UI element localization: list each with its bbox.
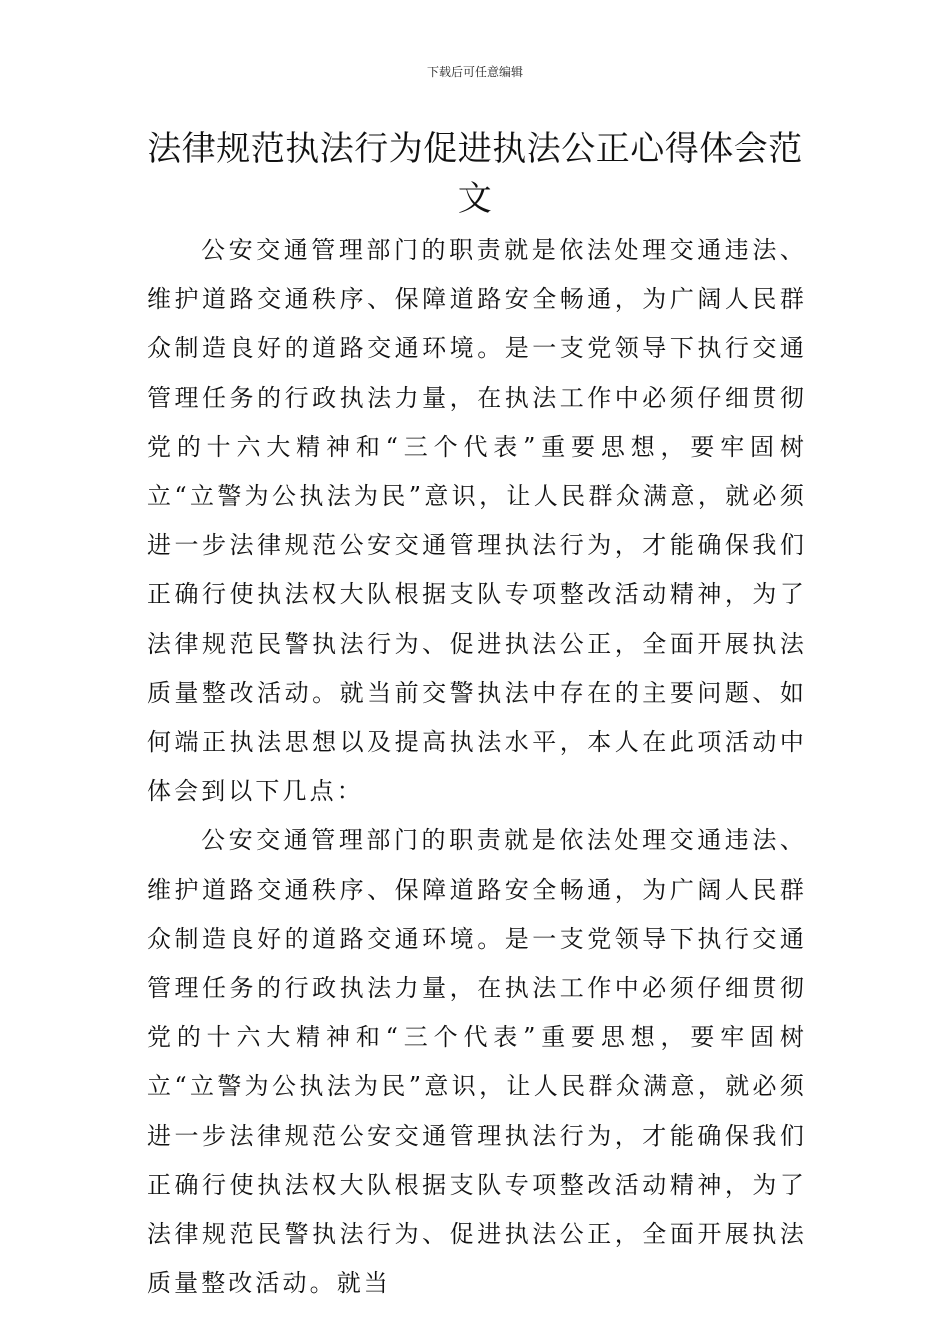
document-body xyxy=(147,226,807,1308)
page-header-note: 下载后可任意编辑 xyxy=(426,65,523,79)
body-paragraph: 公安交通管理部门的职责就是依法处理交通违法、维护道路交通秩序、保障道路安全畅通，为广阔人民群众制造良好的道路交通环境。是一支党领导下执行交通管理任务的行政执法力量，在执法工作中必须仔细贯彻党的十六大精神和“三个代表”重要思想，要牢固树立“立警为公执法为民”意识，让人民群众满意，就必须进一步法律规范公安交通管理执法行为，才能确保我们正确行使执法权大队根据支队专项整改活动精神，为了法律规范民警执法行为、促进执法公正，全面开展执法质量整改活动。就当前交警执法中存在的主要问题、如何端正执法思想以及提高执法水平，本人在此项活动中体会到以下几点： xyxy=(147,236,807,806)
body-paragraph: 公安交通管理部门的职责就是依法处理交通违法、维护道路交通秩序、保障道路安全畅通，为广阔人民群众制造良好的道路交通环境。是一支党领导下执行交通管理任务的行政执法力量，在执法工作中必须仔细贯彻党的十六大精神和“三个代表”重要思想，要牢固树立“立警为公执法为民”意识，让人民群众满意，就必须进一步法律规范公安交通管理执法行为，才能确保我们正确行使执法权大队根据支队专项整改活动精神，为了法律规范民警执法行为、促进执法公正，全面开展执法质量整改活动。就当 xyxy=(147,826,807,1298)
document-title: 法律规范执法行为促进执法公正心得体会范文 xyxy=(147,129,803,219)
